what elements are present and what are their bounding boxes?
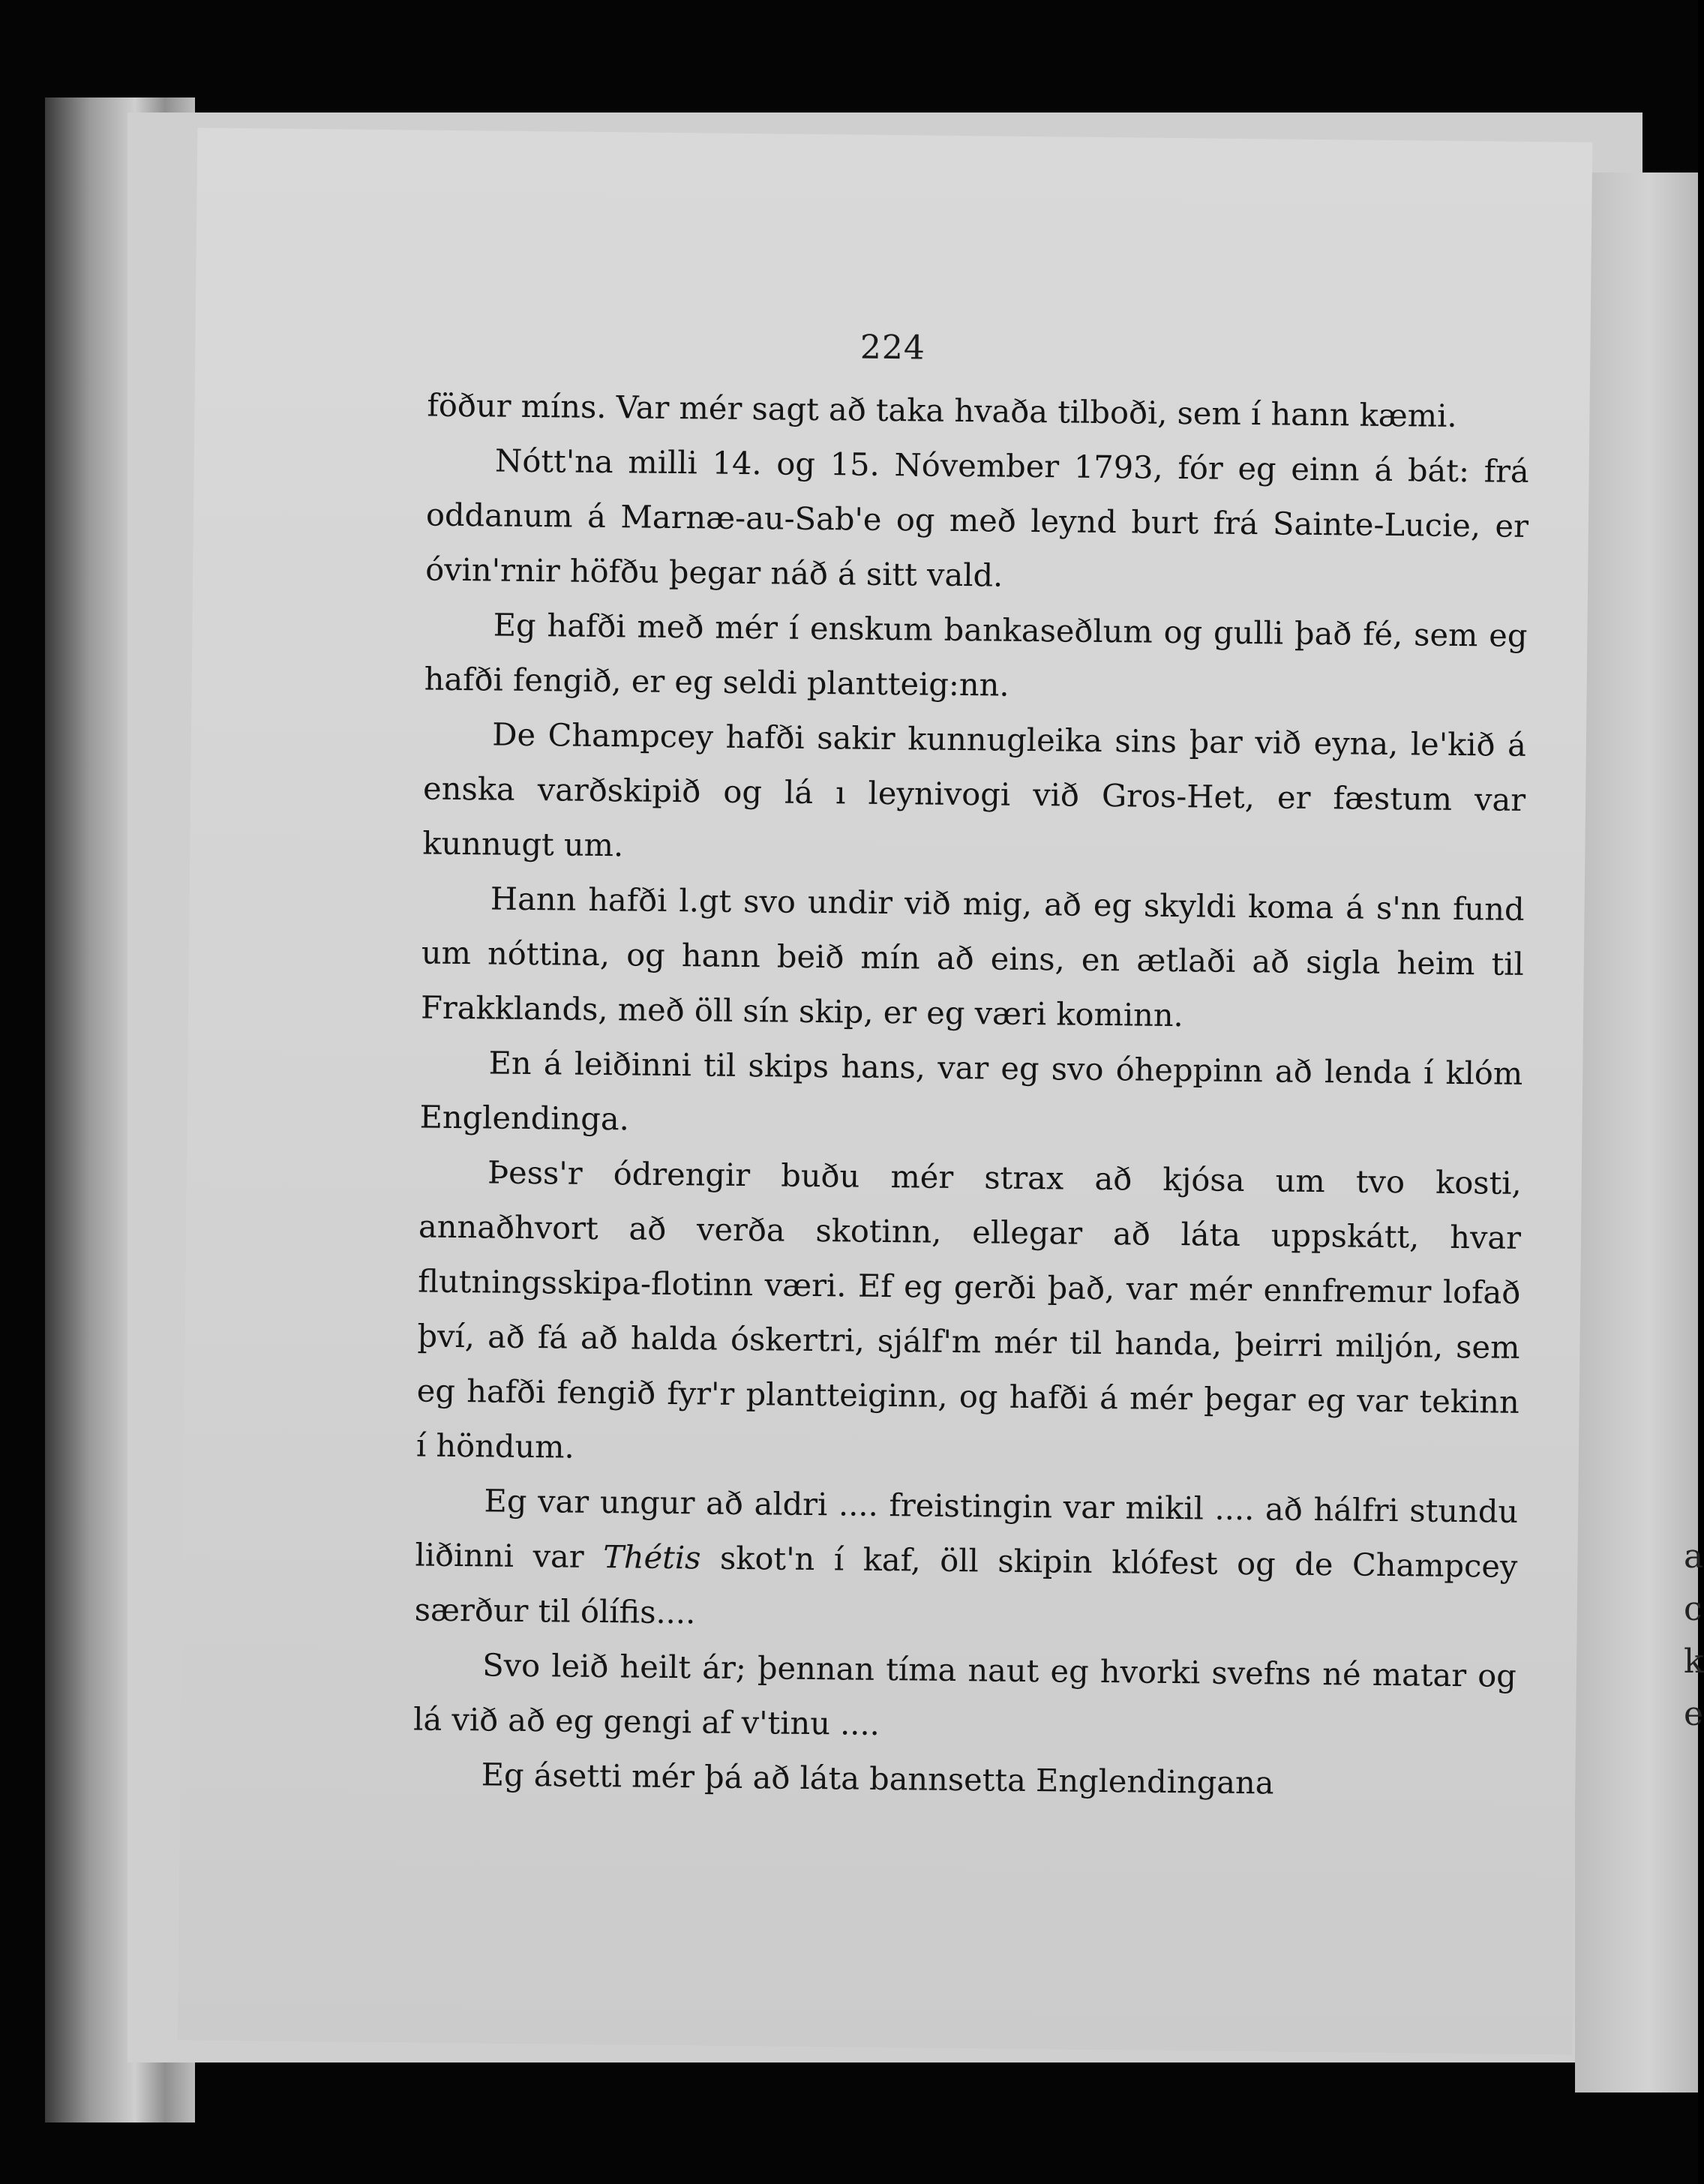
paragraph: Þess'r ódrengir buðu mér strax að kjósa um tvo kosti, annaðhvort að verða skotinn, ellegar að láta uppskátt, hvar flutningsskipa-flotinn væri. Ef eg gerði það, var mér ennfremur lofað því, að fá að halda óskertri, sjálf'm mér til handa, þeirri miljón, sem eg hafði fengið fyr'r plantteiginn, og hafði á mér þegar eg var tekinn í höndum.: [416, 1154, 1522, 1466]
paragraph: En á leiðinni til skips hans, var eg svo óheppinn að lenda í klóm Englendinga.: [419, 1044, 1523, 1138]
facing-page-fragment: k: [1684, 1642, 1704, 1681]
paragraph-text: Eg var ungur að aldri .... freistingin var mikil .... að hálfri stundu liðinni var: [415, 1482, 1519, 1576]
ship-name: Thétis: [602, 1538, 701, 1576]
book-page: [178, 128, 1593, 2054]
paragraph: föður míns. Var mér sagt að taka hvaða tilboði, sem í hann kæmi.: [427, 386, 1457, 434]
paragraph: Nótt'na milli 14. og 15. Nóvember 1793, fór eg einn á bát: frá oddanum á Marnæ-au-Sab'e og með leynd burt frá Sainte-Lucie, er óvin'rnir höfðu þegar náð á sitt vald.: [424, 442, 1529, 594]
page-number: 224: [860, 328, 926, 368]
facing-page-fragment: e: [1684, 1695, 1704, 1733]
page-text: [412, 378, 1530, 1813]
paragraph: Eg hafði með mér í enskum bankaseðlum og gulli það fé, sem eg hafði fengið, er eg seldi plantteig:nn.: [424, 606, 1528, 704]
paragraph: Svo leið heilt ár; þennan tíma naut eg hvorki svefns né matar og lá við að eg gengi af v'tinu ....: [412, 1646, 1517, 1742]
paragraph: Hann hafði l.gt svo undir við mig, að eg skyldi koma á s'nn fund um nóttina, og hann beið mín að eins, en ætlaði að sigla heim til Frakklands, með öll sín skip, er eg væri kominn.: [420, 880, 1525, 1034]
paragraph-text: skot'n í kaf, öll skipin klófest og de Champcey særður til ólífis....: [414, 1539, 1518, 1631]
paragraph-with-ship-name: [414, 1472, 1518, 1648]
facing-page-fragment: a: [1684, 1538, 1704, 1576]
facing-page-edge: [1575, 172, 1698, 2092]
facing-page-fragment: c: [1684, 1590, 1702, 1628]
paragraph: De Champcey hafði sakir kunnugleika sins þar við eyna, le'kið á enska varðskipið og lá ı leynivogi við Gros-Het, er fæstum var kunnugt um.: [422, 716, 1527, 864]
paragraph: Eg ásetti mér þá að láta bannsetta Englendingana: [481, 1756, 1274, 1802]
